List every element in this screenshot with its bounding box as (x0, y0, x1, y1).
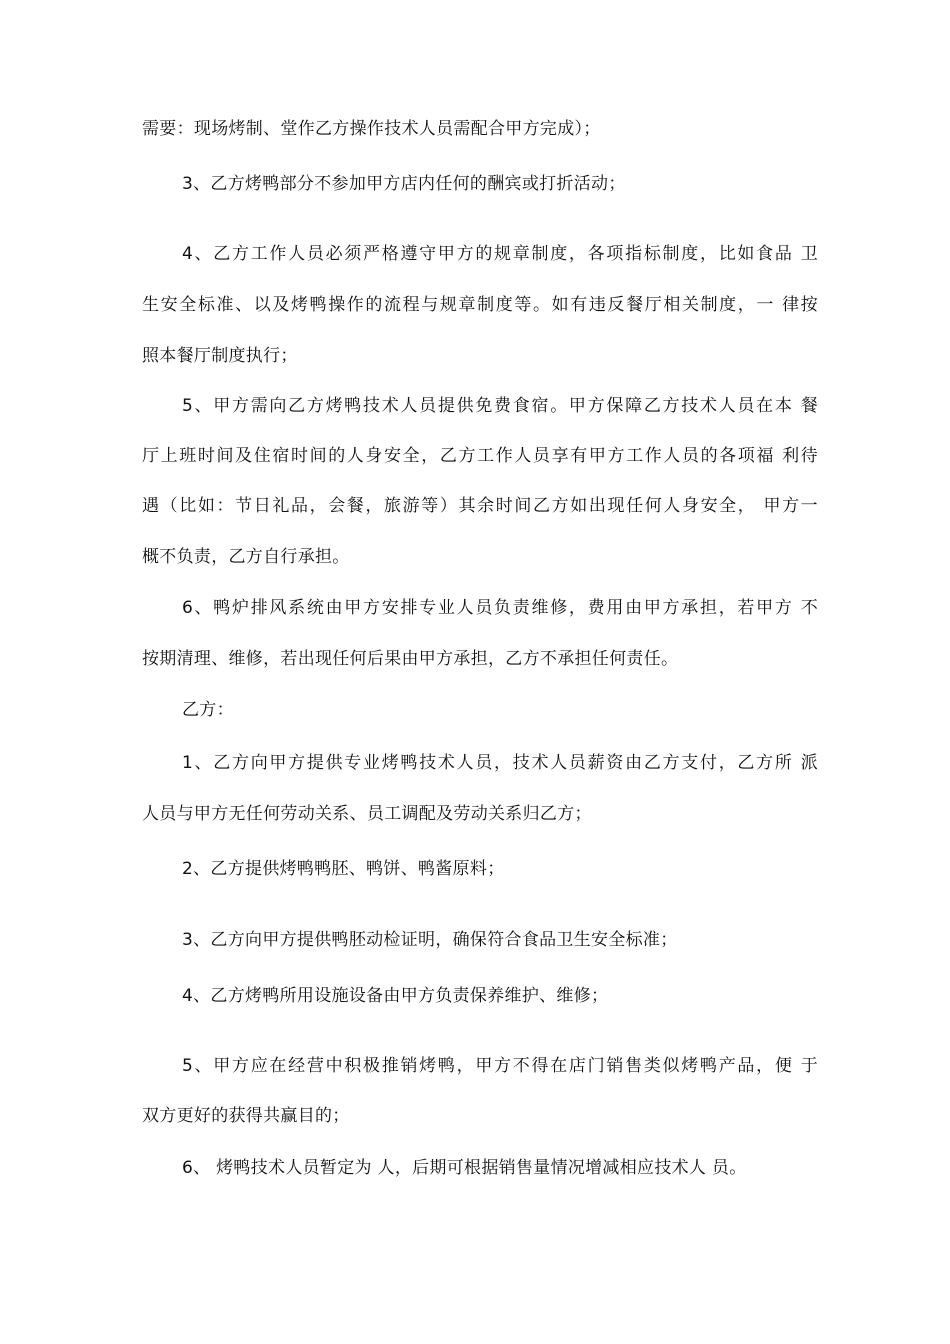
text-line: 1、乙方向甲方提供专业烤鸭技术人员，技术人员薪资由乙方支付，乙方所 派 (182, 753, 818, 773)
text-line: 3、乙方向甲方提供鸭胚动检证明，确保符合食品卫生安全标准； (182, 930, 678, 950)
text-line: 遇（比如：节日礼品，会餐，旅游等）其余时间乙方如出现任何人身安全， 甲方一 (142, 496, 818, 516)
text-line: 2、乙方提供烤鸭鸭胚、鸭饼、鸭酱原料； (182, 859, 505, 879)
text-line: 照本餐厅制度执行； (142, 346, 298, 366)
text-line: 3、乙方烤鸭部分不参加甲方店内任何的酬宾或打折活动； (182, 174, 626, 194)
text-line: 双方更好的获得共赢目的； (142, 1106, 350, 1126)
text-line: 按期清理、维修，若出现任何后果由甲方承担，乙方不承担任何责任。 (142, 649, 679, 669)
text-line: 生安全标准、以及烤鸭操作的流程与规章制度等。如有违反餐厅相关制度，一 律按 (142, 295, 818, 315)
section-heading: 乙方： (182, 700, 234, 720)
text-line: 6、鸭炉排风系统由甲方安排专业人员负责维修，费用由甲方承担，若甲方 不 (182, 598, 818, 618)
text-line: 5、甲方需向乙方烤鸭技术人员提供免费食宿。甲方保障乙方技术人员在本 餐 (182, 396, 818, 416)
text-line: 人员与甲方无任何劳动关系、员工调配及劳动关系归乙方； (142, 804, 592, 824)
text-line: 需要：现场烤制、堂作乙方操作技术人员需配合甲方完成）； (142, 119, 601, 139)
text-line: 5、甲方应在经营中积极推销烤鸭，甲方不得在店门销售类似烤鸭产品，便 于 (182, 1056, 818, 1076)
text-line: 厅上班时间及住宿时间的人身安全，乙方工作人员享有甲方工作人员的各项福 利待 (142, 446, 818, 466)
text-line: 4、乙方工作人员必须严格遵守甲方的规章制度，各项指标制度，比如食品 卫 (182, 244, 818, 264)
text-line: 4、乙方烤鸭所用设施设备由甲方负责保养维护、维修； (182, 986, 609, 1006)
text-line: 概不负责，乙方自行承担。 (142, 547, 350, 567)
text-line: 6、 烤鸭技术人员暂定为 人，后期可根据销售量情况增减相应技术人 员。 (182, 1158, 747, 1178)
